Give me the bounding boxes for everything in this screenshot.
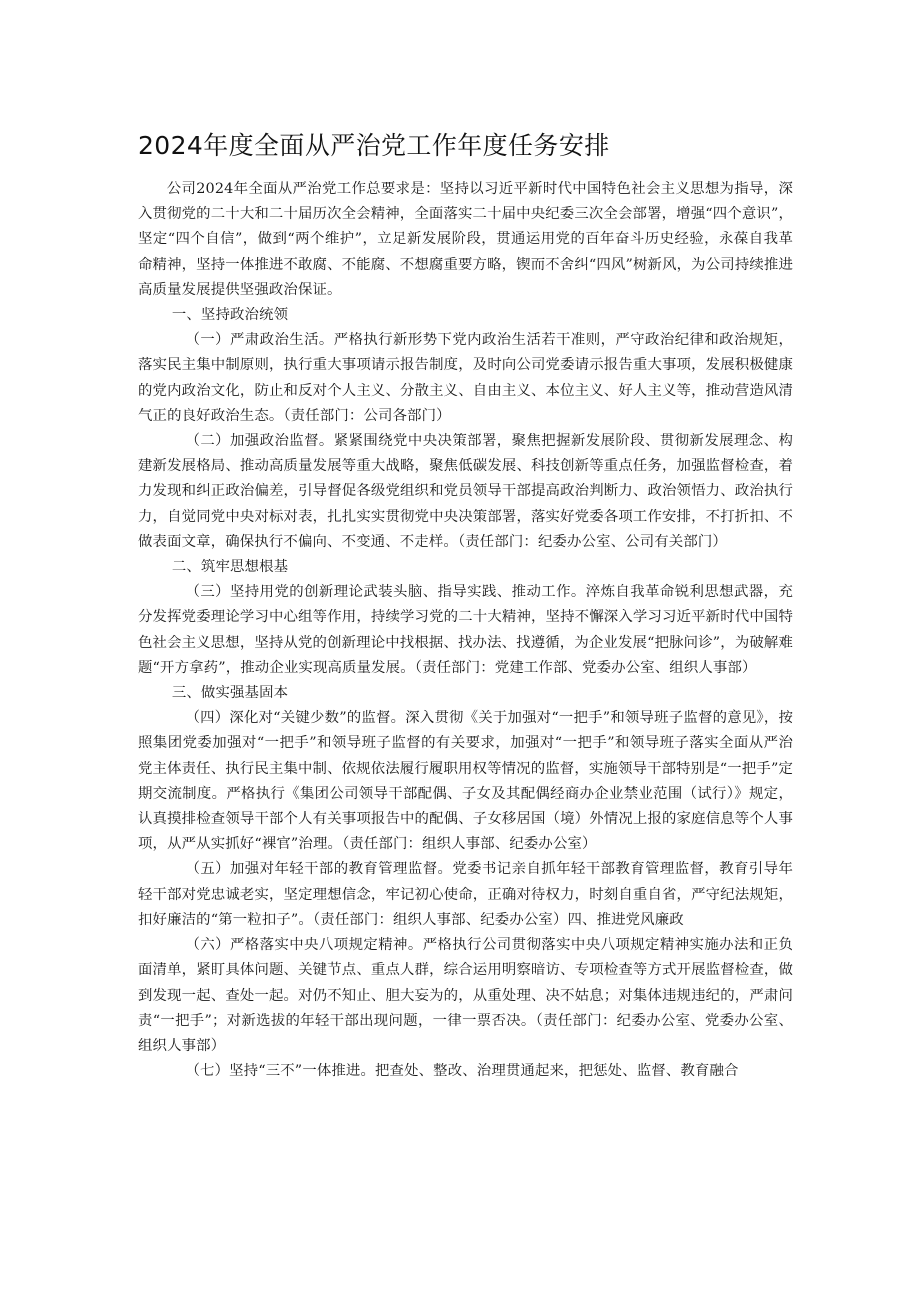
intro-paragraph: 公司2024年全面从严治党工作总要求是：坚持以习近平新时代中国特色社会主义思想为指导，深入贯彻党的二十大和二十届历次全会精神，全面落实二十届中央纪委三次全会部署，增强“四个意识”，坚定“四个自信”，做到“两个维护”，立足新发展阶段，贯通运用党的百年奋斗历史经验，永葆自我革命精神，坚持一体推进不敢腐、不能腐、不想腐重要方略，锲而不舍纠“四风”树新风，为公司持续推进高质量发展提供坚强政治保证。 [138,181,793,298]
item-paragraph-7: （七）坚持“三不”一体推进。把查处、整改、治理贯通起来，把惩处、监督、教育融合 [185,1063,739,1080]
item-paragraph-2: （二）加强政治监督。紧紧围绕党中央决策部署，聚焦把握新发展阶段、贯彻新发展理念、构建新发展格局、推动高质量发展等重大战略，聚焦低碳发展、科技创新等重点任务，加强监督检查，着力发现和纠正政治偏差，引导督促各级党组织和党员领导干部提高政治判断力、政治领悟力、政治执行力，自觉同党中央对标对表，扎扎实实贯彻党中央决策部署，落实好党委各项工作安排，不打折扣、不做表面文章，确保执行不偏向、不变通、不走样。（责任部门：纪委办公室、公司有关部门） [138,433,793,550]
item-paragraph-3: （三）坚持用党的创新理论武装头脑、指导实践、推动工作。淬炼自我革命锐利思想武器，充分发挥党委理论学习中心组等作用，持续学习党的二十大精神，坚持不懈深入学习习近平新时代中国特色社会主义思想，坚持从党的创新理论中找根据、找办法、找遵循，为企业发展“把脉问诊”，为破解难题“开方拿药”，推动企业实现高质量发展。（责任部门：党建工作部、党委办公室、组织人事部） [138,584,793,676]
item-paragraph-5: （五）加强对年轻干部的教育管理监督。党委书记亲自抓年轻干部教育管理监督，教育引导年轻干部对党忠诚老实，坚定理想信念，牢记初心使命，正确对待权力，时刻自重自省，严守纪法规矩，扣好廉洁的“第一粒扣子”。（责任部门：组织人事部、纪委办公室）四、推进党风廉政 [138,861,793,928]
item-paragraph-4: （四）深化对“关键少数”的监督。深入贯彻《关于加强对“一把手”和领导班子监督的意见》，按照集团党委加强对“一把手”和领导班子监督的有关要求，加强对“一把手”和领导班子落实全面从严治党主体责任、执行民主集中制、依规依法履行履职用权等情况的监督，实施领导干部特别是“一把手”定期交流制度。严格执行《集团公司领导干部配偶、子女及其配偶经商办企业禁业范围（试行）》规定，认真摸排检查领导干部个人有关事项报告中的配偶、子女移居国（境）外情况上报的家庭信息等个人事项，从严从实抓好“裸官”治理。（责任部门：组织人事部、纪委办公室） [138,710,793,853]
item-paragraph-1: （一）严肃政治生活。严格执行新形势下党内政治生活若干准则，严守政治纪律和政治规矩，落实民主集中制原则，执行重大事项请示报告制度，及时向公司党委请示报告重大事项，发展积极健康的党内政治文化，防止和反对个人主义、分散主义、自由主义、本位主义、好人主义等，推动营造风清气正的良好政治生态。（责任部门：公司各部门） [138,332,793,424]
section-heading-2: 二、筑牢思想根基 [171,559,289,576]
document-body [138,177,793,1084]
item-paragraph-6: （六）严格落实中央八项规定精神。严格执行公司贯彻落实中央八项规定精神实施办法和正负面清单，紧盯具体问题、关键节点、重点人群，综合运用明察暗访、专项检查等方式开展监督检查，做到发现一起、查处一起。对仍不知止、胆大妄为的，从重处理、决不姑息；对集体违规违纪的，严肃问责“一把手”；对新选拔的年轻干部出现问题，一律一票否决。（责任部门：纪委办公室、党委办公室、组织人事部） [138,937,793,1054]
section-heading-1: 一、坚持政治统领 [171,307,289,324]
section-heading-3: 三、做实强基固本 [171,685,289,702]
document-title: 2024年度全面从严治党工作年度任务安排 [138,131,610,160]
